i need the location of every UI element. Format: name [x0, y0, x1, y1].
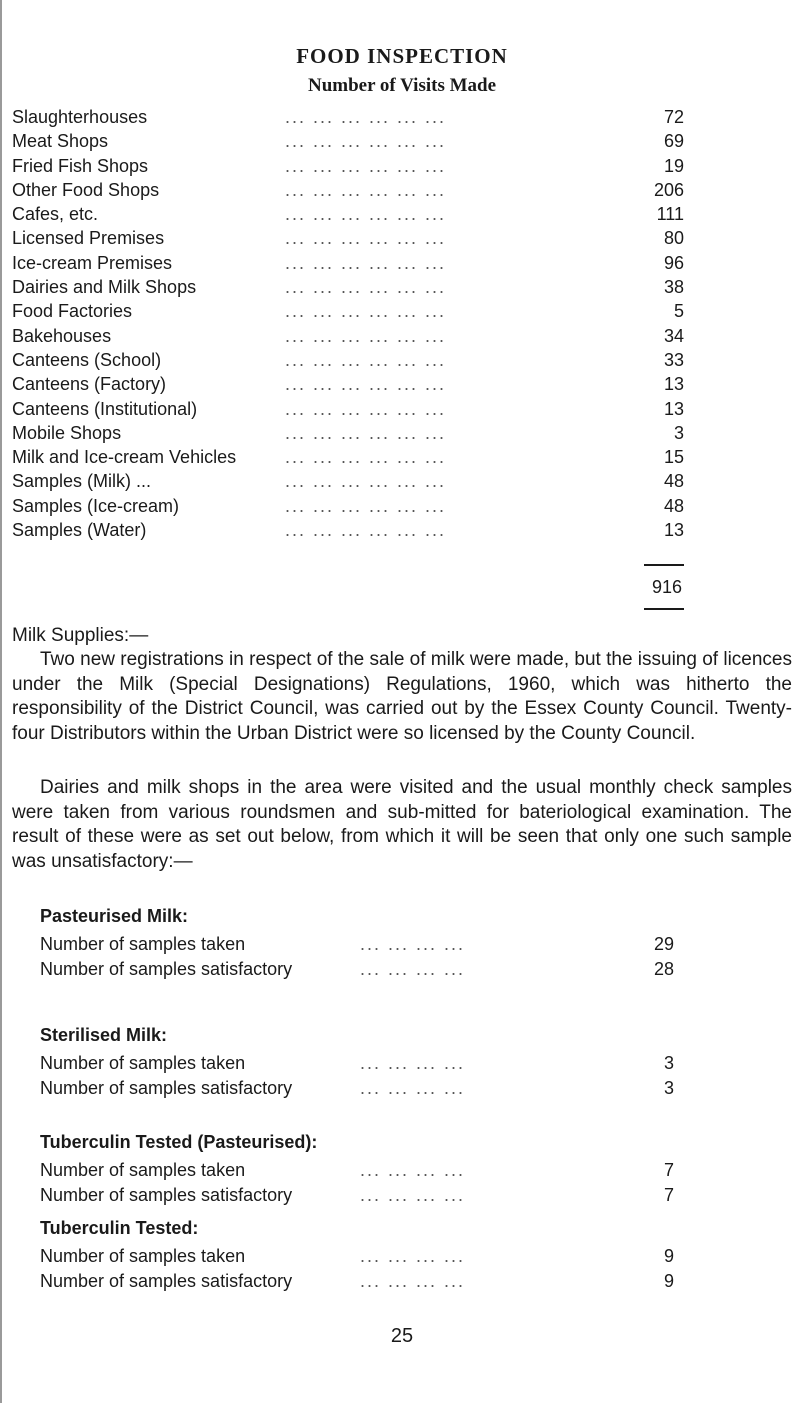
sample-block-sterilised — [40, 1025, 674, 1102]
sample-heading: Tuberculin Tested (Pasteurised): — [40, 1132, 318, 1152]
visit-row — [12, 107, 684, 131]
samples-satisfactory-label: Number of samples satisfactory — [40, 1184, 293, 1205]
page-number: 25 — [390, 1325, 414, 1347]
visit-label: Fried Fish Shops — [12, 155, 149, 176]
visit-value: 111 — [656, 204, 684, 225]
samples-taken-label: Number of samples taken — [40, 1246, 246, 1266]
leader-dots: ... ... ... ... ... ... — [285, 471, 447, 492]
visit-label: Bakehouses — [12, 325, 112, 346]
visit-row — [12, 131, 684, 155]
leader-dots: ... ... ... ... — [360, 958, 466, 979]
leader-dots: ... ... ... ... ... ... — [285, 520, 447, 541]
leader-dots: ... ... ... ... — [360, 1246, 466, 1266]
samples-taken-row — [40, 1160, 674, 1185]
visit-value: 5 — [673, 301, 684, 322]
visit-row — [12, 374, 684, 398]
leader-dots: ... ... ... ... ... ... — [285, 107, 447, 127]
visit-value: 15 — [663, 447, 684, 468]
visit-label: Ice-cream Premises — [12, 252, 173, 273]
sample-heading: Pasteurised Milk: — [40, 906, 189, 926]
total-rule-bottom — [644, 608, 684, 610]
visit-label: Canteens (Factory) — [12, 374, 167, 395]
samples-taken-row — [40, 1246, 674, 1271]
leader-dots: ... ... ... ... ... ... — [285, 155, 447, 176]
visit-value: 206 — [653, 179, 684, 200]
samples-satisfactory-row — [40, 1185, 674, 1210]
sample-block-tuberculin — [40, 1218, 674, 1295]
visit-value: 13 — [663, 374, 684, 395]
visit-label: Cafes, etc. — [12, 204, 99, 225]
visit-label: Dairies and Milk Shops — [12, 277, 197, 298]
leader-dots: ... ... ... ... ... ... — [285, 325, 447, 346]
samples-satisfactory-value: 9 — [663, 1270, 674, 1291]
samples-satisfactory-label: Number of samples satisfactory — [40, 1270, 293, 1291]
visit-value: 13 — [663, 520, 684, 541]
visit-value: 96 — [663, 252, 684, 273]
page-title: FOOD INSPECTION — [296, 44, 508, 68]
leader-dots: ... ... ... ... ... ... — [285, 179, 447, 200]
visit-row — [12, 301, 684, 325]
visit-value: 33 — [663, 349, 684, 370]
visit-value: 13 — [663, 398, 684, 419]
paragraph-registrations — [12, 648, 792, 746]
samples-taken-value: 3 — [663, 1053, 674, 1073]
visits-total: 916 — [651, 577, 682, 597]
visit-row — [12, 204, 684, 228]
visit-label: Meat Shops — [12, 131, 109, 152]
visit-label: Slaughterhouses — [12, 107, 148, 127]
visit-value: 48 — [663, 471, 684, 492]
visit-value: 72 — [663, 107, 684, 127]
sample-block-pasteurised — [40, 906, 674, 983]
samples-satisfactory-label: Number of samples satisfactory — [40, 1077, 293, 1098]
visit-row — [12, 471, 684, 495]
leader-dots: ... ... ... ... ... ... — [285, 277, 447, 298]
samples-taken-value: 29 — [653, 934, 674, 954]
visit-row — [12, 350, 684, 374]
leader-dots: ... ... ... ... ... ... — [285, 374, 447, 395]
visit-row — [12, 447, 684, 471]
sample-block-tuberculin-pasteurised — [40, 1132, 674, 1209]
visits-table — [12, 107, 684, 544]
leader-dots: ... ... ... ... ... ... — [285, 398, 447, 419]
samples-taken-label: Number of samples taken — [40, 934, 246, 954]
leader-dots: ... ... ... ... — [360, 1270, 466, 1291]
samples-satisfactory-row — [40, 1271, 674, 1296]
visit-value: 38 — [663, 277, 684, 298]
visit-label: Mobile Shops — [12, 422, 122, 443]
total-rule-top — [644, 564, 684, 566]
leader-dots: ... ... ... ... — [360, 1077, 466, 1098]
leader-dots: ... ... ... ... ... ... — [285, 252, 447, 273]
leader-dots: ... ... ... ... — [360, 1184, 466, 1205]
visit-row — [12, 326, 684, 350]
leader-dots: ... ... ... ... ... ... — [285, 447, 447, 468]
visit-label: Canteens (Institutional) — [12, 398, 198, 419]
leader-dots: ... ... ... ... ... ... — [285, 495, 447, 516]
samples-satisfactory-row — [40, 1078, 674, 1103]
samples-satisfactory-value: 28 — [653, 958, 674, 979]
samples-satisfactory-value: 7 — [663, 1184, 674, 1205]
visit-value: 48 — [663, 495, 684, 516]
samples-taken-label: Number of samples taken — [40, 1053, 246, 1073]
visit-label: Samples (Water) — [12, 520, 147, 541]
visit-row — [12, 520, 684, 544]
visit-row — [12, 228, 684, 252]
visit-value: 80 — [663, 228, 684, 249]
visit-label: Samples (Ice-cream) — [12, 495, 180, 516]
leader-dots: ... ... ... ... ... ... — [285, 422, 447, 443]
visit-label: Other Food Shops — [12, 179, 160, 200]
samples-satisfactory-row — [40, 959, 674, 984]
paragraph-text: Two new registrations in respect of the sale of milk were made, but the issuing of licences under the Milk (Special Designations) Regulations, 1960, which was hitherto the responsibility of the District Council, was carried out by the Essex County Council. Twenty-four Distributors within the Urban District were so licensed by the County Council. — [12, 649, 792, 744]
visit-row — [12, 180, 684, 204]
visit-row — [12, 399, 684, 423]
visit-row — [12, 496, 684, 520]
leader-dots: ... ... ... ... ... ... — [285, 349, 447, 370]
samples-satisfactory-value: 3 — [663, 1077, 674, 1098]
leader-dots: ... ... ... ... ... ... — [285, 204, 447, 225]
sample-heading: Sterilised Milk: — [40, 1025, 168, 1045]
leader-dots: ... ... ... ... — [360, 934, 466, 954]
samples-taken-row — [40, 1053, 674, 1078]
section-subtitle: Number of Visits Made — [307, 75, 497, 96]
samples-taken-value: 7 — [663, 1160, 674, 1180]
samples-taken-label: Number of samples taken — [40, 1160, 246, 1180]
visit-label: Food Factories — [12, 301, 133, 322]
paragraph-samples — [12, 776, 792, 874]
visit-label: Milk and Ice-cream Vehicles — [12, 447, 237, 468]
visit-label: Licensed Premises — [12, 228, 165, 249]
visit-row — [12, 156, 684, 180]
visit-row — [12, 277, 684, 301]
visit-row — [12, 423, 684, 447]
visit-value: 3 — [673, 422, 684, 443]
visit-label: Samples (Milk) ... — [12, 471, 152, 492]
leader-dots: ... ... ... ... ... ... — [285, 228, 447, 249]
visit-value: 69 — [663, 131, 684, 152]
samples-taken-row — [40, 934, 674, 959]
visit-label: Canteens (School) — [12, 349, 162, 370]
visit-row — [12, 253, 684, 277]
milk-supplies-heading: Milk Supplies:— — [12, 625, 149, 646]
samples-satisfactory-label: Number of samples satisfactory — [40, 958, 293, 979]
paragraph-text: Dairies and milk shops in the area were visited and the usual monthly check samples were taken from various roundsmen and sub-mitted for bateriological examination. The result of these were as set out below, from which it will be seen that only one such sample was unsatisfactory:— — [12, 777, 792, 872]
visit-value: 34 — [663, 325, 684, 346]
samples-taken-value: 9 — [663, 1246, 674, 1266]
leader-dots: ... ... ... ... — [360, 1160, 466, 1180]
leader-dots: ... ... ... ... — [360, 1053, 466, 1073]
visit-value: 19 — [663, 155, 684, 176]
sample-heading: Tuberculin Tested: — [40, 1218, 199, 1238]
leader-dots: ... ... ... ... ... ... — [285, 301, 447, 322]
leader-dots: ... ... ... ... ... ... — [285, 131, 447, 152]
